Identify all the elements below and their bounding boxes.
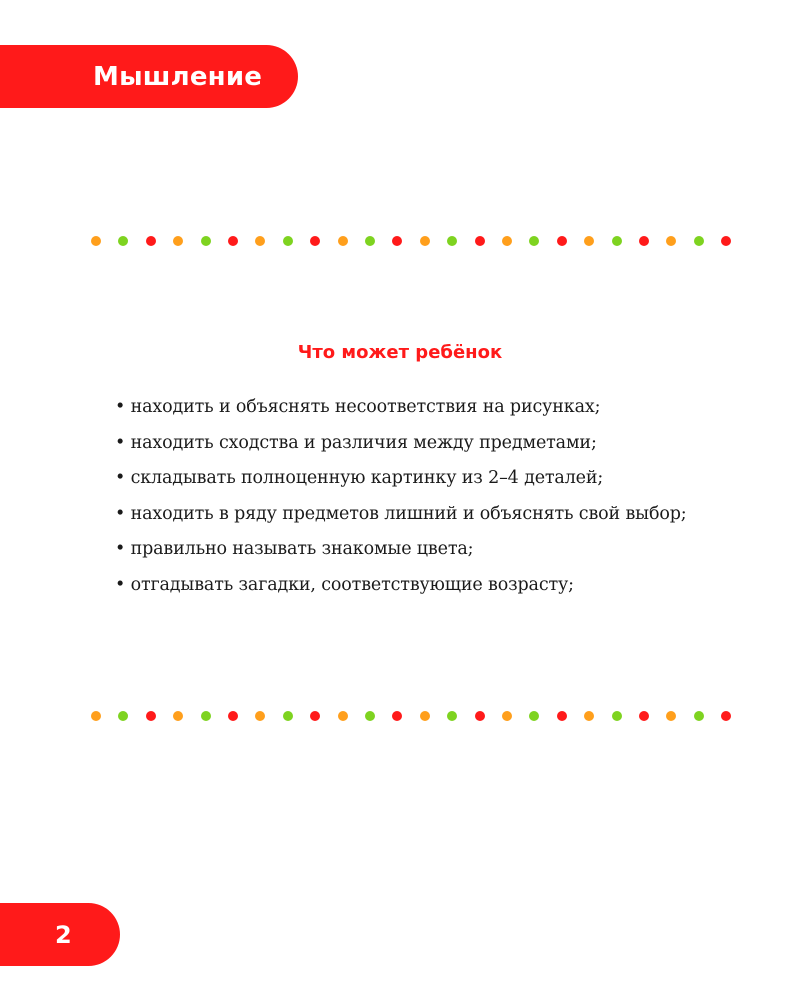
dot-divider-top <box>91 234 741 248</box>
divider-dot <box>447 236 457 246</box>
divider-dot <box>475 711 485 721</box>
divider-dot <box>201 711 211 721</box>
divider-dot <box>529 711 539 721</box>
divider-dot <box>475 236 485 246</box>
divider-dot <box>721 711 731 721</box>
divider-dot <box>612 711 622 721</box>
skills-list <box>115 390 755 603</box>
divider-dot <box>420 236 430 246</box>
divider-dot <box>283 236 293 246</box>
list-item: • правильно называть знакомые цвета; <box>115 539 474 559</box>
list-item: • складывать полноценную картинку из 2–4 деталей; <box>115 468 604 488</box>
divider-dot <box>420 711 430 721</box>
divider-dot <box>310 236 320 246</box>
divider-dot <box>584 711 594 721</box>
list-item: • находить в ряду предметов лишний и объяснять свой выбор; <box>115 503 687 524</box>
divider-dot <box>502 711 512 721</box>
divider-dot <box>255 711 265 721</box>
divider-dot <box>173 236 183 246</box>
divider-dot <box>255 236 265 246</box>
divider-dot <box>338 711 348 721</box>
divider-dot <box>228 711 238 721</box>
divider-dot <box>584 236 594 246</box>
divider-dot <box>694 236 704 246</box>
divider-dot <box>310 711 320 721</box>
divider-dot <box>721 236 731 246</box>
list-item: • отгадывать загадки, соответствующие возрасту; <box>115 574 574 595</box>
section-tab <box>0 45 298 108</box>
divider-dot <box>557 711 567 721</box>
section-title: Мышление <box>93 61 263 92</box>
divider-dot <box>91 236 101 246</box>
divider-dot <box>557 236 567 246</box>
divider-dot <box>502 236 512 246</box>
divider-dot <box>612 236 622 246</box>
block-title: Что может ребёнок <box>297 342 503 363</box>
divider-dot <box>666 711 676 721</box>
divider-dot <box>118 711 128 721</box>
divider-dot <box>392 711 402 721</box>
divider-dot <box>365 711 375 721</box>
divider-dot <box>447 711 457 721</box>
divider-dot <box>639 236 649 246</box>
divider-dot <box>228 236 238 246</box>
page-number-tab <box>0 903 120 966</box>
divider-dot <box>91 711 101 721</box>
divider-dot <box>392 236 402 246</box>
dot-divider-bottom <box>91 709 741 723</box>
list-item: • находить сходства и различия между предметами; <box>115 432 597 453</box>
divider-dot <box>639 711 649 721</box>
divider-dot <box>365 236 375 246</box>
divider-dot <box>146 711 156 721</box>
divider-dot <box>118 236 128 246</box>
divider-dot <box>201 236 211 246</box>
list-item: • находить и объяснять несоответствия на рисунках; <box>115 397 601 417</box>
page-number: 2 <box>55 920 72 949</box>
divider-dot <box>666 236 676 246</box>
divider-dot <box>146 236 156 246</box>
divider-dot <box>529 236 539 246</box>
divider-dot <box>338 236 348 246</box>
divider-dot <box>694 711 704 721</box>
divider-dot <box>283 711 293 721</box>
divider-dot <box>173 711 183 721</box>
